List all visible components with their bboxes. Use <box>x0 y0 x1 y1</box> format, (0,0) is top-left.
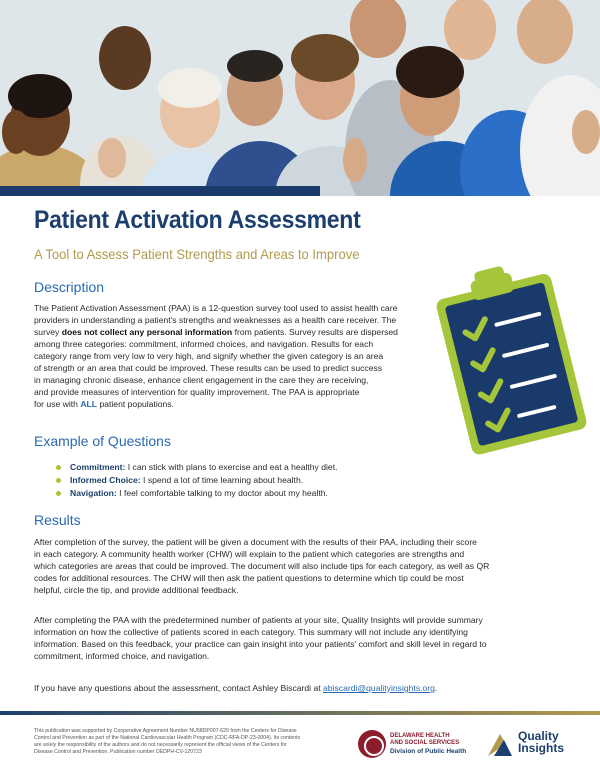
list-item: Commitment: I can stick with plans to exercise and eat a healthy diet. <box>56 461 338 474</box>
results-paragraph-1: After completion of the survey, the patient will be given a document with the results of their PAA, including their score in each category. A community health worker (CHW) will explain to the patient which categories are strengths and which categories are areas that could be improved. The document will also include tips for each category, as well as QR codes for additional resources. The CHW will then ask the patient questions to determine which tip could be most helpful, circle the tip, and provide additional feedback. <box>34 537 490 595</box>
hero-accent-bar <box>0 186 320 196</box>
results-heading: Results <box>34 512 81 528</box>
examples-heading: Example of Questions <box>34 433 171 449</box>
hero-photo <box>0 0 600 196</box>
contact-email-link[interactable]: abiscardi@qualityinsights.org <box>323 683 435 693</box>
bullet-icon <box>56 478 61 483</box>
list-item: Navigation: I feel comfortable talking to my doctor about my health. <box>56 487 338 500</box>
quality-insights-mark-icon <box>486 732 514 758</box>
clipboard-checklist-icon <box>432 262 592 462</box>
group-people-image <box>0 0 600 196</box>
bullet-icon <box>56 491 61 496</box>
list-item: Informed Choice: I spend a lot of time learning about health. <box>56 474 338 487</box>
quality-insights-logo: Quality Insights <box>486 728 570 762</box>
results-paragraph-2: After completing the PAA with the predetermined number of patients at your site, Quality Insights will provide summary information on how the collective of patients scored in each category. This summary will not include any identifying information. Based on this feedback, your practice can gain insight into your patients' comfort and skill level in regard to commitment, informed choice, and navigation. <box>34 615 487 661</box>
page-subtitle: A Tool to Assess Patient Strengths and Areas to Improve <box>34 246 360 262</box>
description-paragraph: The Patient Activation Assessment (PAA) is a 12-question survey tool used to assist health care providers in understanding a patient's strengths and weaknesses as a health care receiver. The survey does not collect any personal information from patients. Survey results are dispersed among three categories: commitment, informed choices, and navigation. Results for each category range from very low to very high, and signify whether the given category is an area of strength or an area that could be improved. These results can be used to predict success in managing chronic disease, enhance client engagement in the care they are receiving, and provide measures of intervention for quality improvement. The PAA is appropriate for use with ALL patient populations. <box>34 303 398 409</box>
state-seal-icon <box>358 730 386 758</box>
contact-line: If you have any questions about the assessment, contact Ashley Biscardi at abiscardi@qualityinsights.org. <box>34 683 438 693</box>
delaware-health-logo: DELAWARE HEALTH AND SOCIAL SERVICES Division of Public Health <box>358 730 470 762</box>
funding-disclaimer: This publication was supported by Cooperative Agreement Number NU58DP007-629 from the Centers for Disease Control and Prevention as part of the National Cardiovascular Health Program (CDC-RFA-DP-23-0004). Its contents are solely the responsibility of the authors and do not necessarily represent the official views of the Centers for Disease Control and Prevention. Publication number DEDPH-CV-120723 <box>34 728 301 755</box>
examples-list <box>56 461 338 500</box>
page-title: Patient Activation Assessment <box>34 206 361 234</box>
footer-divider <box>0 711 600 715</box>
bullet-icon <box>56 465 61 470</box>
description-heading: Description <box>34 279 105 295</box>
